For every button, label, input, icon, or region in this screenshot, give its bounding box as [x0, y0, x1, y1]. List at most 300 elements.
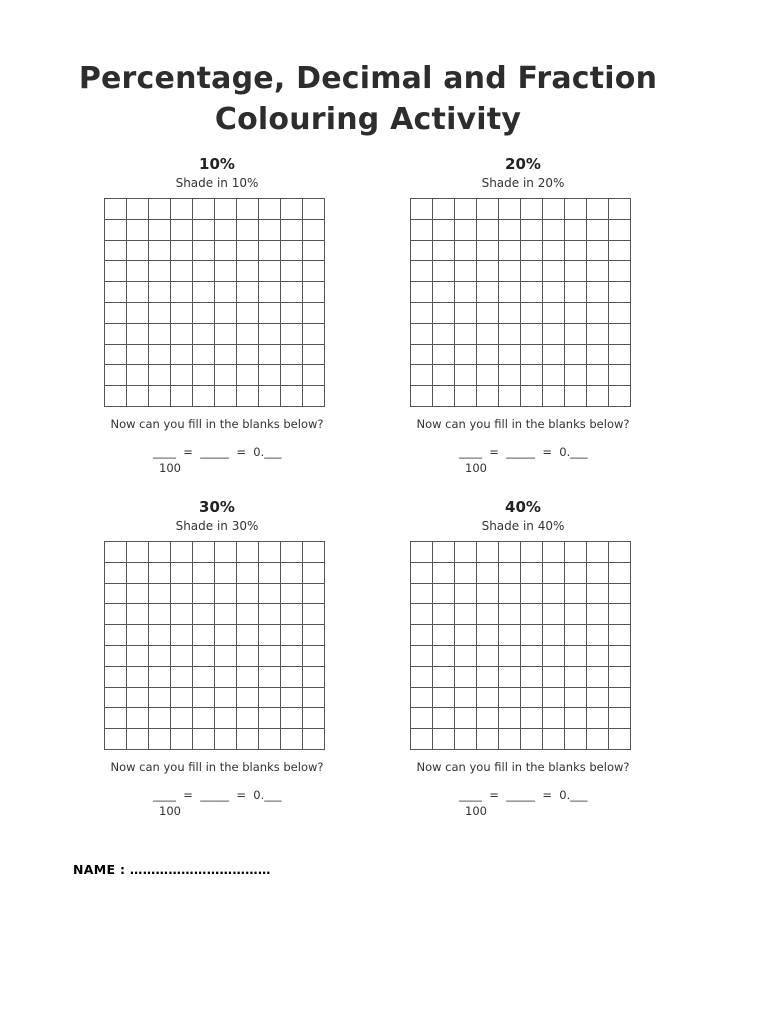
grid-cell[interactable] [587, 563, 609, 584]
grid-cell[interactable] [499, 708, 521, 729]
grid-cell[interactable] [281, 324, 303, 345]
grid-cell[interactable] [237, 324, 259, 345]
grid-cell[interactable] [127, 729, 149, 750]
grid-cell[interactable] [171, 241, 193, 262]
grid-cell[interactable] [455, 563, 477, 584]
grid-cell[interactable] [259, 345, 281, 366]
grid-cell[interactable] [587, 667, 609, 688]
grid-cell[interactable] [433, 563, 455, 584]
grid-cell[interactable] [433, 365, 455, 386]
grid-cell[interactable] [193, 324, 215, 345]
grid-cell[interactable] [127, 282, 149, 303]
grid-cell[interactable] [281, 542, 303, 563]
grid-cell[interactable] [303, 303, 325, 324]
grid-cell[interactable] [237, 688, 259, 709]
grid-cell[interactable] [411, 345, 433, 366]
grid-cell[interactable] [543, 584, 565, 605]
grid-cell[interactable] [105, 729, 127, 750]
grid-cell[interactable] [127, 365, 149, 386]
hundred-grid[interactable] [104, 541, 325, 750]
grid-cell[interactable] [237, 667, 259, 688]
grid-cell[interactable] [237, 625, 259, 646]
grid-cell[interactable] [455, 667, 477, 688]
grid-cell[interactable] [521, 646, 543, 667]
grid-cell[interactable] [127, 261, 149, 282]
grid-cell[interactable] [149, 729, 171, 750]
grid-cell[interactable] [237, 646, 259, 667]
grid-cell[interactable] [521, 563, 543, 584]
grid-cell[interactable] [127, 303, 149, 324]
grid-cell[interactable] [499, 345, 521, 366]
grid-cell[interactable] [499, 220, 521, 241]
grid-cell[interactable] [149, 604, 171, 625]
grid-cell[interactable] [193, 261, 215, 282]
grid-cell[interactable] [237, 365, 259, 386]
grid-cell[interactable] [433, 303, 455, 324]
grid-cell[interactable] [565, 604, 587, 625]
grid-cell[interactable] [127, 667, 149, 688]
grid-cell[interactable] [521, 729, 543, 750]
fill-blanks-equation[interactable]: ____ = _____ = 0.___ [153, 445, 282, 459]
grid-cell[interactable] [499, 303, 521, 324]
grid-cell[interactable] [433, 220, 455, 241]
grid-cell[interactable] [281, 667, 303, 688]
grid-cell[interactable] [565, 584, 587, 605]
grid-cell[interactable] [543, 604, 565, 625]
grid-cell[interactable] [477, 625, 499, 646]
grid-cell[interactable] [521, 220, 543, 241]
grid-cell[interactable] [411, 667, 433, 688]
grid-cell[interactable] [215, 708, 237, 729]
name-field[interactable]: NAME : …………………………… [73, 862, 271, 877]
grid-cell[interactable] [171, 324, 193, 345]
grid-cell[interactable] [455, 303, 477, 324]
grid-cell[interactable] [105, 345, 127, 366]
grid-cell[interactable] [587, 386, 609, 407]
grid-cell[interactable] [433, 324, 455, 345]
grid-cell[interactable] [259, 386, 281, 407]
grid-cell[interactable] [587, 220, 609, 241]
grid-cell[interactable] [127, 563, 149, 584]
grid-cell[interactable] [215, 542, 237, 563]
grid-cell[interactable] [281, 688, 303, 709]
grid-cell[interactable] [171, 729, 193, 750]
grid-cell[interactable] [521, 708, 543, 729]
grid-cell[interactable] [587, 365, 609, 386]
grid-cell[interactable] [609, 688, 631, 709]
grid-cell[interactable] [455, 688, 477, 709]
grid-cell[interactable] [237, 542, 259, 563]
grid-cell[interactable] [149, 220, 171, 241]
grid-cell[interactable] [149, 625, 171, 646]
grid-cell[interactable] [303, 199, 325, 220]
grid-cell[interactable] [411, 563, 433, 584]
grid-cell[interactable] [543, 688, 565, 709]
grid-cell[interactable] [127, 386, 149, 407]
grid-cell[interactable] [455, 220, 477, 241]
grid-cell[interactable] [127, 542, 149, 563]
grid-cell[interactable] [303, 688, 325, 709]
grid-cell[interactable] [521, 261, 543, 282]
grid-cell[interactable] [411, 708, 433, 729]
grid-cell[interactable] [215, 386, 237, 407]
grid-cell[interactable] [237, 241, 259, 262]
grid-cell[interactable] [215, 688, 237, 709]
grid-cell[interactable] [477, 563, 499, 584]
grid-cell[interactable] [433, 542, 455, 563]
grid-cell[interactable] [433, 729, 455, 750]
grid-cell[interactable] [477, 282, 499, 303]
grid-cell[interactable] [455, 584, 477, 605]
grid-cell[interactable] [433, 386, 455, 407]
grid-cell[interactable] [127, 324, 149, 345]
grid-cell[interactable] [433, 625, 455, 646]
grid-cell[interactable] [105, 646, 127, 667]
grid-cell[interactable] [587, 345, 609, 366]
grid-cell[interactable] [281, 584, 303, 605]
grid-cell[interactable] [149, 365, 171, 386]
grid-cell[interactable] [171, 345, 193, 366]
grid-cell[interactable] [543, 241, 565, 262]
grid-cell[interactable] [543, 625, 565, 646]
grid-cell[interactable] [281, 220, 303, 241]
grid-cell[interactable] [149, 386, 171, 407]
grid-cell[interactable] [281, 282, 303, 303]
grid-cell[interactable] [259, 708, 281, 729]
grid-cell[interactable] [149, 199, 171, 220]
grid-cell[interactable] [521, 365, 543, 386]
grid-cell[interactable] [127, 199, 149, 220]
grid-cell[interactable] [171, 220, 193, 241]
grid-cell[interactable] [521, 241, 543, 262]
grid-cell[interactable] [193, 604, 215, 625]
grid-cell[interactable] [521, 688, 543, 709]
grid-cell[interactable] [237, 345, 259, 366]
grid-cell[interactable] [587, 625, 609, 646]
grid-cell[interactable] [565, 729, 587, 750]
grid-cell[interactable] [193, 199, 215, 220]
grid-cell[interactable] [193, 386, 215, 407]
grid-cell[interactable] [455, 345, 477, 366]
grid-cell[interactable] [587, 729, 609, 750]
grid-cell[interactable] [565, 386, 587, 407]
grid-cell[interactable] [215, 625, 237, 646]
grid-cell[interactable] [477, 667, 499, 688]
grid-cell[interactable] [455, 241, 477, 262]
grid-cell[interactable] [237, 563, 259, 584]
grid-cell[interactable] [149, 282, 171, 303]
grid-cell[interactable] [259, 282, 281, 303]
grid-cell[interactable] [303, 604, 325, 625]
grid-cell[interactable] [587, 199, 609, 220]
grid-cell[interactable] [499, 386, 521, 407]
grid-cell[interactable] [215, 584, 237, 605]
grid-cell[interactable] [411, 261, 433, 282]
grid-cell[interactable] [411, 542, 433, 563]
grid-cell[interactable] [193, 220, 215, 241]
grid-cell[interactable] [105, 584, 127, 605]
grid-cell[interactable] [411, 241, 433, 262]
grid-cell[interactable] [259, 261, 281, 282]
grid-cell[interactable] [433, 282, 455, 303]
grid-cell[interactable] [565, 303, 587, 324]
grid-cell[interactable] [149, 584, 171, 605]
grid-cell[interactable] [565, 625, 587, 646]
grid-cell[interactable] [565, 708, 587, 729]
grid-cell[interactable] [477, 386, 499, 407]
grid-cell[interactable] [543, 729, 565, 750]
grid-cell[interactable] [543, 261, 565, 282]
grid-cell[interactable] [303, 729, 325, 750]
grid-cell[interactable] [281, 199, 303, 220]
grid-cell[interactable] [433, 199, 455, 220]
grid-cell[interactable] [105, 261, 127, 282]
grid-cell[interactable] [411, 625, 433, 646]
grid-cell[interactable] [149, 324, 171, 345]
grid-cell[interactable] [521, 324, 543, 345]
grid-cell[interactable] [477, 241, 499, 262]
grid-cell[interactable] [433, 604, 455, 625]
grid-cell[interactable] [171, 282, 193, 303]
grid-cell[interactable] [259, 729, 281, 750]
grid-cell[interactable] [281, 365, 303, 386]
grid-cell[interactable] [609, 303, 631, 324]
grid-cell[interactable] [609, 199, 631, 220]
grid-cell[interactable] [127, 241, 149, 262]
grid-cell[interactable] [105, 282, 127, 303]
grid-cell[interactable] [609, 667, 631, 688]
grid-cell[interactable] [499, 729, 521, 750]
grid-cell[interactable] [499, 646, 521, 667]
grid-cell[interactable] [127, 646, 149, 667]
grid-cell[interactable] [215, 303, 237, 324]
grid-cell[interactable] [455, 199, 477, 220]
grid-cell[interactable] [499, 563, 521, 584]
grid-cell[interactable] [609, 729, 631, 750]
grid-cell[interactable] [281, 646, 303, 667]
fill-blanks-equation[interactable]: ____ = _____ = 0.___ [153, 788, 282, 802]
grid-cell[interactable] [433, 708, 455, 729]
grid-cell[interactable] [215, 241, 237, 262]
grid-cell[interactable] [281, 729, 303, 750]
grid-cell[interactable] [149, 708, 171, 729]
grid-cell[interactable] [259, 625, 281, 646]
grid-cell[interactable] [237, 708, 259, 729]
grid-cell[interactable] [477, 365, 499, 386]
grid-cell[interactable] [127, 584, 149, 605]
grid-cell[interactable] [105, 220, 127, 241]
grid-cell[interactable] [171, 625, 193, 646]
grid-cell[interactable] [455, 365, 477, 386]
grid-cell[interactable] [587, 542, 609, 563]
grid-cell[interactable] [149, 646, 171, 667]
grid-cell[interactable] [193, 729, 215, 750]
grid-cell[interactable] [105, 708, 127, 729]
grid-cell[interactable] [455, 646, 477, 667]
grid-cell[interactable] [411, 365, 433, 386]
grid-cell[interactable] [587, 303, 609, 324]
grid-cell[interactable] [105, 386, 127, 407]
grid-cell[interactable] [565, 365, 587, 386]
grid-cell[interactable] [433, 667, 455, 688]
grid-cell[interactable] [105, 324, 127, 345]
grid-cell[interactable] [303, 365, 325, 386]
grid-cell[interactable] [543, 303, 565, 324]
grid-cell[interactable] [609, 261, 631, 282]
grid-cell[interactable] [259, 324, 281, 345]
grid-cell[interactable] [303, 646, 325, 667]
grid-cell[interactable] [543, 667, 565, 688]
grid-cell[interactable] [433, 584, 455, 605]
grid-cell[interactable] [411, 199, 433, 220]
grid-cell[interactable] [237, 220, 259, 241]
grid-cell[interactable] [259, 688, 281, 709]
grid-cell[interactable] [477, 708, 499, 729]
grid-cell[interactable] [105, 365, 127, 386]
grid-cell[interactable] [259, 303, 281, 324]
grid-cell[interactable] [565, 646, 587, 667]
grid-cell[interactable] [303, 542, 325, 563]
grid-cell[interactable] [433, 345, 455, 366]
grid-cell[interactable] [477, 199, 499, 220]
grid-cell[interactable] [411, 386, 433, 407]
grid-cell[interactable] [565, 563, 587, 584]
grid-cell[interactable] [303, 241, 325, 262]
grid-cell[interactable] [499, 365, 521, 386]
grid-cell[interactable] [193, 708, 215, 729]
grid-cell[interactable] [433, 241, 455, 262]
grid-cell[interactable] [215, 667, 237, 688]
grid-cell[interactable] [237, 199, 259, 220]
grid-cell[interactable] [433, 261, 455, 282]
grid-cell[interactable] [411, 584, 433, 605]
grid-cell[interactable] [455, 625, 477, 646]
grid-cell[interactable] [521, 345, 543, 366]
grid-cell[interactable] [215, 324, 237, 345]
grid-cell[interactable] [565, 282, 587, 303]
grid-cell[interactable] [609, 282, 631, 303]
grid-cell[interactable] [543, 282, 565, 303]
grid-cell[interactable] [303, 625, 325, 646]
grid-cell[interactable] [499, 282, 521, 303]
grid-cell[interactable] [171, 563, 193, 584]
grid-cell[interactable] [105, 667, 127, 688]
grid-cell[interactable] [521, 584, 543, 605]
grid-cell[interactable] [281, 625, 303, 646]
grid-cell[interactable] [411, 688, 433, 709]
grid-cell[interactable] [477, 542, 499, 563]
grid-cell[interactable] [259, 542, 281, 563]
grid-cell[interactable] [499, 604, 521, 625]
grid-cell[interactable] [433, 688, 455, 709]
grid-cell[interactable] [215, 220, 237, 241]
grid-cell[interactable] [543, 365, 565, 386]
grid-cell[interactable] [259, 667, 281, 688]
grid-cell[interactable] [237, 729, 259, 750]
grid-cell[interactable] [193, 667, 215, 688]
grid-cell[interactable] [499, 667, 521, 688]
grid-cell[interactable] [171, 604, 193, 625]
grid-cell[interactable] [281, 708, 303, 729]
grid-cell[interactable] [609, 708, 631, 729]
grid-cell[interactable] [609, 345, 631, 366]
grid-cell[interactable] [259, 584, 281, 605]
hundred-grid[interactable] [410, 541, 631, 750]
grid-cell[interactable] [281, 604, 303, 625]
grid-cell[interactable] [127, 604, 149, 625]
grid-cell[interactable] [193, 282, 215, 303]
grid-cell[interactable] [587, 282, 609, 303]
grid-cell[interactable] [105, 563, 127, 584]
grid-cell[interactable] [521, 386, 543, 407]
grid-cell[interactable] [587, 261, 609, 282]
grid-cell[interactable] [477, 604, 499, 625]
grid-cell[interactable] [171, 688, 193, 709]
grid-cell[interactable] [411, 303, 433, 324]
grid-cell[interactable] [455, 324, 477, 345]
grid-cell[interactable] [105, 542, 127, 563]
grid-cell[interactable] [565, 345, 587, 366]
grid-cell[interactable] [455, 261, 477, 282]
grid-cell[interactable] [411, 324, 433, 345]
grid-cell[interactable] [237, 261, 259, 282]
grid-cell[interactable] [499, 199, 521, 220]
grid-cell[interactable] [411, 220, 433, 241]
grid-cell[interactable] [105, 199, 127, 220]
grid-cell[interactable] [281, 345, 303, 366]
grid-cell[interactable] [215, 261, 237, 282]
grid-cell[interactable] [587, 646, 609, 667]
grid-cell[interactable] [171, 199, 193, 220]
grid-cell[interactable] [565, 542, 587, 563]
grid-cell[interactable] [215, 282, 237, 303]
fill-blanks-equation[interactable]: ____ = _____ = 0.___ [459, 445, 588, 459]
grid-cell[interactable] [281, 241, 303, 262]
grid-cell[interactable] [303, 261, 325, 282]
grid-cell[interactable] [411, 282, 433, 303]
grid-cell[interactable] [499, 584, 521, 605]
grid-cell[interactable] [477, 345, 499, 366]
grid-cell[interactable] [149, 241, 171, 262]
grid-cell[interactable] [543, 220, 565, 241]
grid-cell[interactable] [433, 646, 455, 667]
grid-cell[interactable] [455, 729, 477, 750]
grid-cell[interactable] [303, 563, 325, 584]
grid-cell[interactable] [105, 241, 127, 262]
grid-cell[interactable] [171, 708, 193, 729]
grid-cell[interactable] [281, 386, 303, 407]
grid-cell[interactable] [543, 646, 565, 667]
grid-cell[interactable] [237, 386, 259, 407]
grid-cell[interactable] [609, 542, 631, 563]
grid-cell[interactable] [499, 241, 521, 262]
grid-cell[interactable] [193, 563, 215, 584]
grid-cell[interactable] [521, 199, 543, 220]
grid-cell[interactable] [259, 646, 281, 667]
grid-cell[interactable] [193, 625, 215, 646]
grid-cell[interactable] [411, 729, 433, 750]
grid-cell[interactable] [499, 688, 521, 709]
grid-cell[interactable] [543, 542, 565, 563]
grid-cell[interactable] [171, 365, 193, 386]
grid-cell[interactable] [193, 646, 215, 667]
grid-cell[interactable] [455, 708, 477, 729]
grid-cell[interactable] [149, 667, 171, 688]
grid-cell[interactable] [127, 625, 149, 646]
grid-cell[interactable] [105, 688, 127, 709]
hundred-grid[interactable] [410, 198, 631, 407]
grid-cell[interactable] [609, 220, 631, 241]
